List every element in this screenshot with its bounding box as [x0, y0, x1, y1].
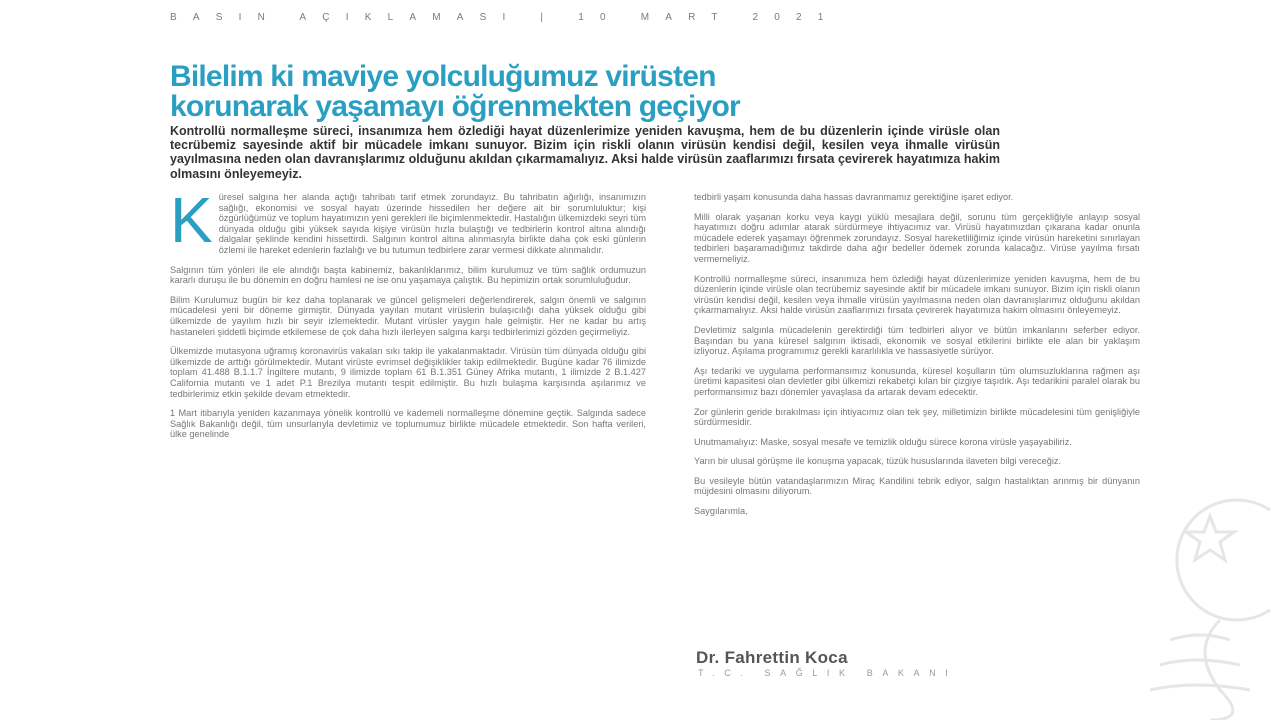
signoff-text: Saygılarımla,	[694, 506, 748, 517]
body-column-left	[170, 184, 646, 449]
body-paragraph: üresel salgına her alanda açtığı tahribatı tarif etmek zorundayız. Bu tahribatın ağırlığı, insanımızın sağlığı, ekonomisi ve sosyal hayatı üzerinde hissedilen her değere ait bir sorumluluktur; kişi özgürlüğümüz ve toplum hayatımızın yeni gerekleri ile biçimlenmektedir. Hastalığın ülkemizdeki seyri tüm dünyada olduğu gibi yüksek sayıda kişiye virüsün hızla bulaştığı ve tedbirlerin kontrol altına alındığı dalgalar şeklinde kendini hissettirdi. Salgının kontrol altına alınmasıyla birlikte daha çok eski günlerin özlemi ile hareket edenlerin fazlalığı ve bu tutumun tedbirlere zarar vermesi dikkate alınmalıdır.	[218, 192, 646, 255]
press-release-kicker: BASIN AÇIKLAMASI | 10 MART 2021	[170, 12, 840, 23]
signature-name: Dr. Fahrettin Koca	[696, 648, 848, 667]
body-paragraph: 1 Mart itibarıyla yeniden kazanmaya yönelik kontrollü ve kademeli normalleşme dönemine geçtik. Salgında sadece Sağlık Bakanlığı değil, tüm unsurlarıyla devletimiz ve toplumumuz birlikte mücadele etmektedir. Son hafta verileri, ülke genelinde	[170, 408, 646, 440]
body-paragraph: Ülkemizde mutasyona uğramış koronavirüs vakaları sıkı takip ile yakalanmaktadır. Virüsün tüm dünyada olduğu gibi ülkemizde de arttığı görülmektedir. Mutant virüste evrimsel değişiklikler takip edilmektedir. Bugüne kadar 76 ilimizde toplam 41.488 B.1.1.7 İngiltere mutantı, 9 ilimizde toplam 61 B.1.351 Güney Afrika mutantı, 1 ilimizde 2 B.1.427 California mutantı ve 1 adet P.1 Brezilya mutantı tespit edilmiştir. Bu hızlı bulaşma karşısında aşılarımız ve tedbirlerimiz etkin şekilde devam etmektedir.	[170, 346, 646, 399]
body-paragraph: Salgının tüm yönleri ile ele alındığı başta kabinemiz, bakanlıklarımız, bilim kurulumuz ve tüm sağlık ordumuzun kararlı duruşu ile bu dönemin en doğru hamlesi ne ise onu yaşamaya çalıştık. Bu hepimizin ortak sorumluluğudur.	[170, 264, 646, 286]
body-paragraph: tedbirli yaşam konusunda daha hassas davranmamız gerektiğine işaret ediyor.	[694, 192, 1014, 202]
body-paragraph: Bu vesileyle bütün vatandaşlarımızın Miraç Kandilini tebrik ediyor, salgın hastalıktan arınmış bir dünyanın müjdesini olmasını diliyorum.	[694, 475, 1140, 497]
body-paragraph: Devletimiz salgınla mücadelenin gerektirdiği tüm tedbirleri alıyor ve bütün imkanlarını seferber ediyor. Başından bu yana küresel salgının iktisadi, ekonomik ve sosyal etkilerini birlikte ele alan bir yaklaşım izliyoruz. Aşılama programımız gerekli kararlılıkla ve hassasiyetle sürüyor.	[694, 324, 1140, 357]
body-column-right	[694, 192, 1140, 517]
ministry-emblem-icon	[1150, 490, 1280, 720]
body-paragraph: Milli olarak yaşanan korku veya kaygı yüklü mesajlara değil, sorunu tüm gerçekliğiyle anlayıp sosyal hayatımızı doğru adımlar atarak sürdürmeye ihtiyacımız var. Virüsü hayatımızdan çıkarana kadar onunla mücadele ederek yaşamayı öğrenmek zorundayız. Sosyal hareketliliğimiz içinde virüsün hareketini sınırlayan tedbirleri başaramadığımız takdirde daha ağır bedeller ödemek zorunda kalacağız. Virüse yayılma fırsatı vermemeliyiz.	[694, 211, 1140, 264]
headline-line-2: korunarak yaşamayı öğrenmekten geçiyor	[170, 90, 740, 123]
signature-role: T.C. SAĞLIK BAKANI	[698, 668, 958, 678]
lead-paragraph: Kontrollü normalleşme süreci, insanımıza hem özlediği hayat düzenlerimize yeniden kavuşma, hem de bu düzenlerin içinde virüsle olan tecrübemiz sayesinde aktif bir mücadele imkanı sunuyor. Bizim için riskli olanın virüsün kendisi değil, kesilen veya ihmalle virüsün yayılmasına neden olan davranışlarımız olduğunu akıldan çıkarmamalıyız. Aksi halde virüsün zaaflarımızı fırsata çevirerek hayatımıza hakim olmasını önleyemeyiz.	[170, 124, 1000, 181]
dropcap-letter: K	[170, 184, 213, 256]
headline-line-1: Bilelim ki maviye yolculuğumuz virüsten	[170, 60, 716, 93]
body-paragraph: Bilim Kurulumuz bugün bir kez daha toplanarak ve güncel gelişmeleri değerlendirerek, salgın önemli ve salgının mücadelesi yeni bir döneme girmiştir. Dünyada yayılan mutant virüslerin bulaşıcılığı daha yüksek olduğu gibi ülkemizde de yayılım hızlı bir seyir izlemektedir. Mutant virüsler yaygın hale gelmiştir. Her ne kadar bu artış hastaneleri şiddetli biçimde etkilemese de çok daha hızlı ilerleyen salgına karşı tedbirlerimizi gözden geçirmeliyiz.	[170, 294, 646, 337]
body-paragraph: Kontrollü normalleşme süreci, insanımıza hem özlediği hayat düzenlerimize yeniden kavuşma, hem de bu düzenlerin içinde virüsle olan tecrübemiz sayesinde aktif bir mücadele imkanı sunuyor. Bizim için riskli olanın virüsün kendisi değil, kesilen veya ihmalle virüsün yayılmasına neden olan davranışlarımız olduğunu akıldan çıkarmamalıyız. Aksi halde virüsün zaaflarımızı fırsata çevirerek hayatımıza hakim olmasını önleyemeyiz.	[694, 273, 1140, 316]
body-paragraph: Unutmamalıyız: Maske, sosyal mesafe ve temizlik olduğu sürece korona virüsle yaşayabiliriz.	[694, 436, 1072, 447]
dropcap-paragraph	[170, 184, 646, 256]
body-paragraph: Aşı tedariki ve uygulama performansımız konusunda, küresel koşulların tüm olumsuzluklarına rağmen aşı üretimi kapasitesi olan devletler gibi ülkemizi rekabetçi kılan bir çizgiye taşıdık. Aşı tedarikini paralel olarak bu performansımız bazı dönemler yavaşlasa da artarak devam edecektir.	[694, 365, 1140, 397]
headline	[170, 62, 1150, 122]
press-release-page	[150, 0, 1150, 720]
body-paragraph: Yarın bir ulusal görüşme ile konuşma yapacak, tüzük hususlarında ilaveten bilgi vereceğiz.	[694, 456, 1062, 467]
body-paragraph: Zor günlerin geride bırakılması için ihtiyacımız olan tek şey, milletimizin birlikte mücadelesini tüm genişliğiyle sürdürmesidir.	[694, 406, 1140, 428]
